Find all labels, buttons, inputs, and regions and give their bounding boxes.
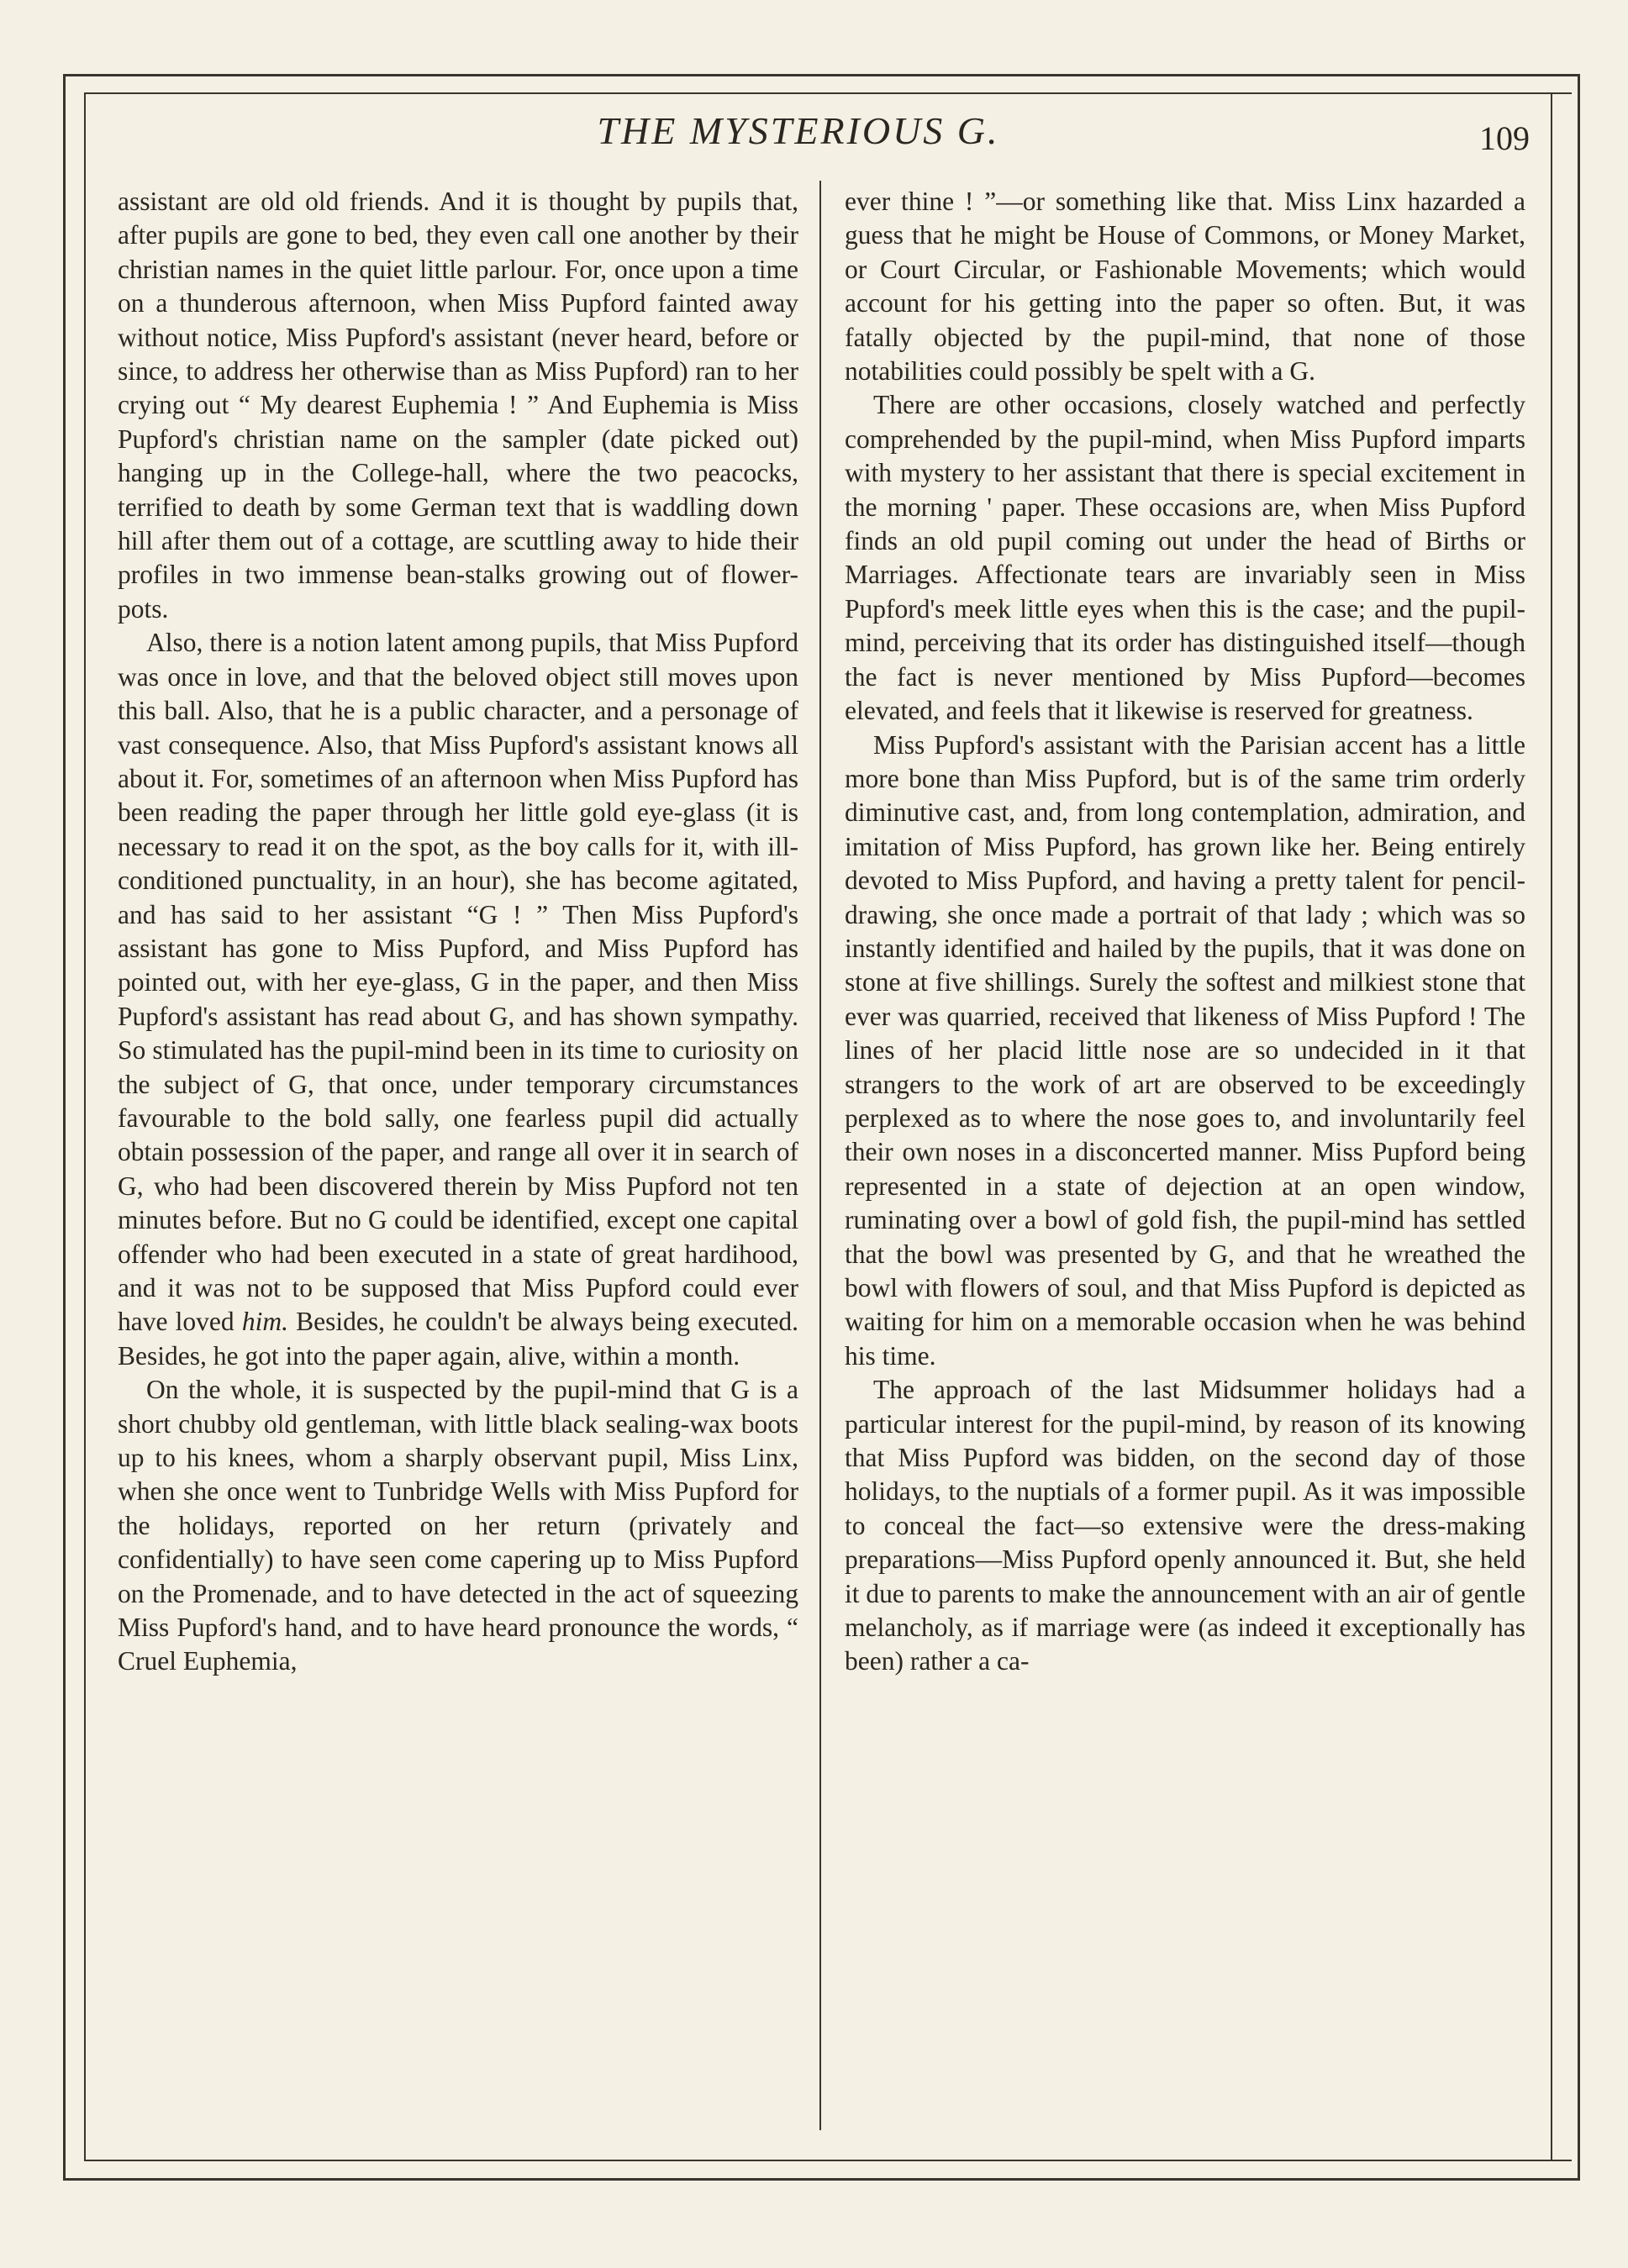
- column-divider: [819, 181, 821, 2130]
- left-column: [118, 185, 798, 1679]
- page-number: 109: [1479, 119, 1530, 157]
- italic-word: him.: [241, 1307, 288, 1337]
- paragraph-text: Also, there is a notion latent among pupils, that Miss Pupford was once in love, and that the beloved object still moves upon this ball. Also, that he is a public character, and a personage of vast consequence. Also, that Miss Pupford's assistant knows all about it. For, sometimes of an afternoon when Miss Pupford has been reading the paper through her little gold eye-glass (it is necessary to read it on the spot, as the boy calls for it, with ill-conditioned punctuality, in an hour), she has become agitated, and has said to her assistant “G ! ” Then Miss Pupford's assistant has gone to Miss Pupford, and Miss Pupford has pointed out, with her eye-glass, G in the paper, and then Miss Pupford's assistant has read about G, and has shown sympathy. So stimulated has the pupil-mind been in its time to curiosity on the subject of G, that once, under temporary circumstances favourable to the bold sally, one fearless pupil did actually obtain possession of the paper, and range all over it in search of G, who had been discovered therein by Miss Pupford not ten minutes before. But no G could be identified, except one capital offender who had been executed in a state of great hardihood, and it was not to be supposed that Miss Pupford could ever have loved: [118, 628, 798, 1337]
- left-outer-rule: [63, 74, 66, 2181]
- paragraph: There are other occasions, closely watched and perfectly comprehended by the pupil-mind, when Miss Pupford imparts with mystery to her assistant that there is special excitement in the morning ' paper. These occasions are, when Miss Pupford finds an old pupil coming out under the head of Births or Marriages. Affectionate tears are invariably seen in Miss Pupford's meek little eyes when this is the case; and the pupil-mind, perceiving that its order has distinguished itself—though the fact is never mentioned by Miss Pupford—becomes elevated, and feels that it likewise is reserved for greatness.: [845, 390, 1525, 726]
- paragraph-text: Besides, he couldn't be always being executed. Besides, he got into the paper again, alive, within a month.: [118, 1307, 798, 1371]
- paragraph: The approach of the last Midsummer holidays had a particular interest for the pupil-mind, by reason of its knowing that Miss Pupford was bidden, on the second day of those holidays, to the nuptials of a former pupil. As it was impossible to conceal the fact—so extensive were the dress-making preparations—Miss Pupford openly announced it. But, she held it due to parents to make the announcement with an air of gentle melancholy, as if marriage were (as indeed it exceptionally has been) rather a ca-: [845, 1375, 1525, 1676]
- right-outer-rule: [1578, 74, 1580, 2181]
- bottom-inner-rule: [84, 2160, 1572, 2161]
- top-outer-rule: [63, 74, 1580, 76]
- bottom-outer-rule: [63, 2178, 1580, 2181]
- paragraph: ever thine ! ”—or something like that. Miss Linx hazarded a guess that he might be House of Commons, or Money Market, or Court Circular, or Fashionable Movements; which would account for his getting into the paper so often. But, it was fatally objected by the pupil-mind, that none of those notabilities could possibly be spelt with a G.: [845, 187, 1525, 387]
- left-inner-rule: [84, 92, 86, 2161]
- paragraph: On the whole, it is suspected by the pupil-mind that G is a short chubby old gentleman, with little black sealing-wax boots up to his knees, whom a sharply observant pupil, Miss Linx, when she once went to Tunbridge Wells with Miss Pupford for the holidays, reported on her return (privately and confidentially) to have seen come capering up to Miss Pupford on the Promenade, and to have detected in the act of squeezing Miss Pupford's hand, and to have heard pronounce the words, “ Cruel Euphemia,: [118, 1375, 798, 1676]
- top-inner-rule: [84, 92, 1572, 94]
- right-column: [845, 185, 1525, 1679]
- paragraph: assistant are old old friends. And it is thought by pupils that, after pupils are gone to bed, they even call one another by their christian names in the quiet little parlour. For, once upon a time on a thunderous afternoon, when Miss Pupford fainted away without notice, Miss Pupford's assistant (never heard, before or since, to address her otherwise than as Miss Pupford) ran to her crying out “ My dearest Euphemia ! ” And Euphemia is Miss Pupford's christian name on the sampler (date picked out) hanging up in the College-hall, where the two peacocks, terrified to death by some German text that is waddling down hill after them out of a cottage, are scuttling away to hide their profiles in two immense bean-stalks growing out of flower-pots.: [118, 187, 798, 624]
- running-title: THE MYSTERIOUS G.: [597, 109, 1000, 152]
- paragraph: Miss Pupford's assistant with the Parisian accent has a little more bone than Miss Pupford, but is of the same trim orderly diminutive cast, and, from long contemplation, admiration, and imitation of Miss Pupford, has grown like her. Being entirely devoted to Miss Pupford, and having a pretty talent for pencil-drawing, she once made a portrait of that lady ; which was so instantly identified and hailed by the pupils, that it was done on stone at five shillings. Surely the softest and milkiest stone that ever was quarried, received that likeness of Miss Pupford ! The lines of her placid little nose are so undecided in it that strangers to the work of art are observed to be exceedingly perplexed as to where the nose goes to, and involuntarily feel their own noses in a disconcerted manner. Miss Pupford being represented in a state of dejection at an open window, ruminating over a bowl of gold fish, the pupil-mind has settled that the bowl was presented by G, and that he wreathed the bowl with flowers of soul, and that Miss Pupford is depicted as waiting for him on a memorable occasion when he was behind his time.: [845, 729, 1525, 1371]
- paragraph: [118, 626, 798, 1373]
- right-inner-rule: [1551, 92, 1552, 2161]
